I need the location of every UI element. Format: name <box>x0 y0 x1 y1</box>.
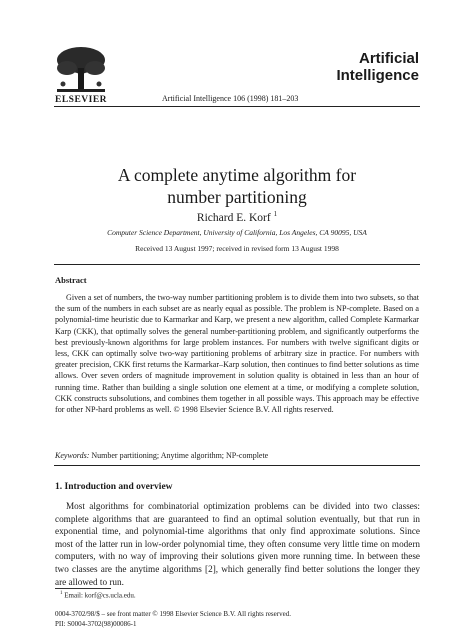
publisher-name: ELSEVIER <box>55 95 108 105</box>
keywords-label: Keywords: <box>55 451 90 460</box>
paper-title <box>54 164 420 208</box>
journal-name-line-1: Artificial <box>358 50 419 67</box>
journal-citation: Artificial Intelligence 106 (1998) 181–203 <box>162 94 299 103</box>
keywords <box>55 451 268 460</box>
footnote <box>60 591 136 599</box>
journal-name-line-2: Intelligence <box>336 67 419 84</box>
front-matter-copyright: 0004-3702/98/$ – see front matter © 1998 Elsevier Science B.V. All rights reserved. <box>55 610 291 618</box>
author-name: Richard E. Korf <box>196 211 271 224</box>
paper-title-line-2: number partitioning <box>167 187 307 207</box>
received-dates: Received 13 August 1997; received in revised form 13 August 1998 <box>135 244 339 253</box>
abstract-text: Given a set of numbers, the two-way number partitioning problem is to divide them into two subsets, so that the sum of the numbers in each subset are as nearly equal as possible. The problem is NP-complete. Based on a polynomial-time heuristic due to Karmarkar and Karp, we present a new algorithm, called Complete Karmarkar Karp (CKK), that optimally solves the general number-partitioning problem, and significantly outperforms the best previously-known algorithms for large problem instances. For numbers with twelve significant digits or less, CKK can optimally solve two-way partitioning problems of arbitrary size in practice. For numbers with greater precision, CKK first returns the Karmarkar–Karp solution, then continues to find better solutions as time allows. Over seven orders of magnitude improvement in solution quality is obtained in less than an hour of running time. Rather than building a single solution one element at a time, or modifying a complete solution, CKK constructs subsolutions, and combines them together in all possible ways. This approach may be effective for other NP-hard problems as well. © 1998 Elsevier Science B.V. All rights reserved. <box>55 293 419 415</box>
author-footnote-mark: 1 <box>273 210 278 218</box>
front-matter-pii: PII: S0004-3702(98)00086-1 <box>55 620 137 628</box>
journal-name <box>336 50 419 84</box>
keywords-text: Number partitioning; Anytime algorithm; NP-complete <box>91 451 269 460</box>
section-heading: 1. Introduction and overview <box>55 482 173 492</box>
affiliation: Computer Science Department, University of California, Los Angeles, CA 90095, USA <box>107 228 367 237</box>
elsevier-tree-logo <box>53 44 109 94</box>
author <box>54 210 420 224</box>
abstract-heading: Abstract <box>55 275 87 285</box>
footnote-rule <box>55 588 111 589</box>
section-paragraph: Most algorithms for combinatorial optimization problems can be divided into two classes: complete algorithms that are guaranteed to find an optimal solution eventually, but that run in exponential time, and polynomial-time algorithms that only find approximate solutions. Since most of the latter run in low-order polynomial time, they often consume very little time on modern computers, with no way of improving their solutions given more running time. In between these two classes are the anytime algorithms [2], which generally find better solutions the longer they are allowed to run. <box>55 501 420 587</box>
footnote-email: Email: korf@cs.ucla.edu. <box>64 591 136 600</box>
abstract-top-rule <box>54 264 420 265</box>
footnote-mark: 1 <box>60 591 63 596</box>
paper-title-line-1: A complete anytime algorithm for <box>117 165 357 185</box>
header-rule <box>54 106 420 107</box>
abstract-bottom-rule <box>54 465 420 466</box>
